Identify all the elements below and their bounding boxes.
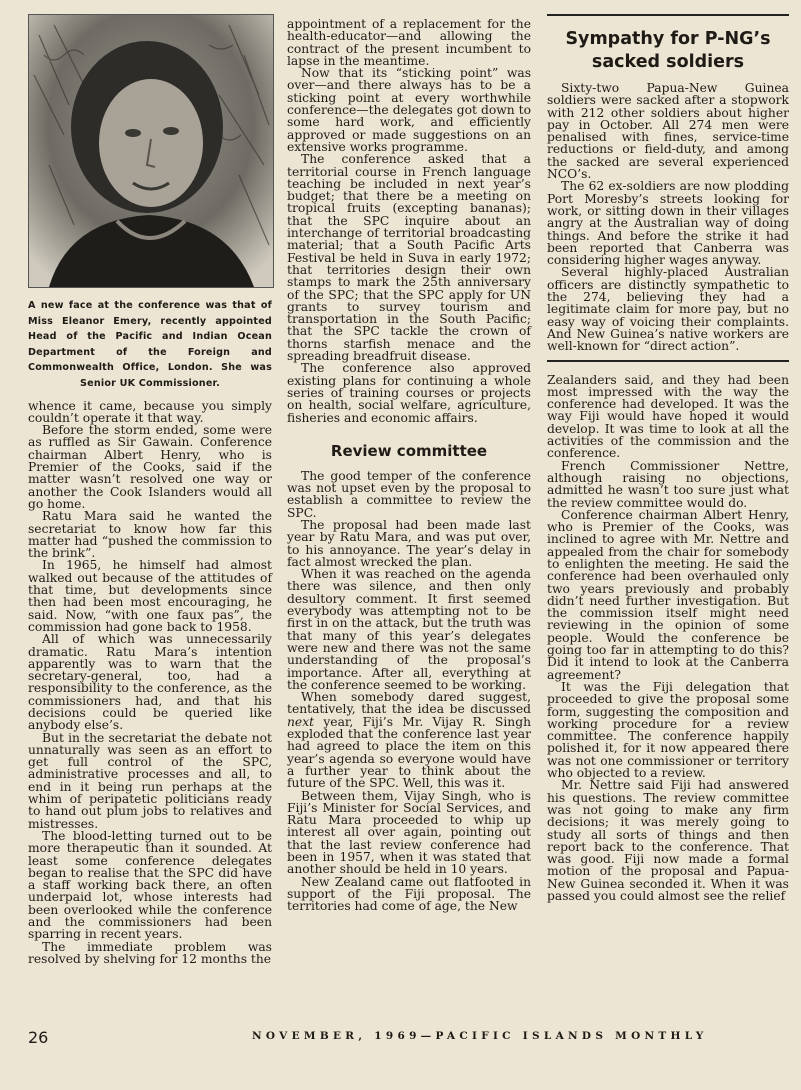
- box-paragraph: Several highly-placed Australian officers are distinctly sympathetic to the 274, believing they had a legitimate claim for more pay, but no easy way of voicing their complaints. And New Guinea’s native workers are well-known for “direct action”.: [547, 265, 789, 354]
- headline-line-1: Sympathy for P-NG’s: [565, 29, 771, 49]
- box-paragraph: The 62 ex-soldiers are now plodding Port Moresby’s streets looking for work, or sitting down in their villages angry at the Australian way of doing things. And before the strike it had been reported that Canberra was considering higher wages anyway.: [547, 179, 789, 268]
- body-paragraph: The conference also approved existing plans for continuing a whole series of training courses or projects on health, social welfare, agriculture, fisheries and economic affairs.: [287, 361, 531, 425]
- body-paragraph: The good temper of the conference was not upset even by the proposal to establish a committee to review the SPC.: [287, 468, 531, 520]
- photo-caption: A new face at the conference was that of Miss Eleanor Emery, recently appointed Head of the Pacific and Indian Ocean Department of the Foreign and Commonwealth Office, London. She was Senior UK Commissioner.: [28, 300, 272, 389]
- body-paragraph: Now that its “sticking point” was over—and there always has to be a sticking point at every worthwhile conference—the delegates got down to some hard work, and efficiently approved or made suggestions on an extensive works programme.: [287, 66, 531, 154]
- page-footer: [0, 1028, 801, 1048]
- body-paragraph: The proposal had been made last year by Ratu Mara, and was put over, to his annoyance. The year’s delay in fact almost wrecked the plan.: [287, 517, 531, 569]
- body-paragraph: The conference asked that a territorial course in French language teaching be included in next year’s budget; that there be a meeting on tropical fruits (excepting bananas); that the SPC inquire about an interchange of territorial broadcasting material; that a South Pacific Arts Festival be held in Suva in early 1972; that territories design their own stamps to mark the 25th anniversary of the SPC; that the SPC apply for UN grants to survey tourism and transportation in the South Pacific; that the SPC tackle the crown of thorns starfish menace and the spreading breadfruit disease.: [287, 152, 531, 364]
- body-paragraph: The blood-letting turned out to be more therapeutic than it sounded. At least some conference delegates began to realise that the SPC did have a staff working back there, an often underpaid lot, whose interests had been overlooked while the conference and the commissioners had been sparring in recent years.: [28, 828, 272, 942]
- masthead-footer: NOVEMBER, 1969—PACIFIC ISLANDS MONTHLY: [252, 1030, 708, 1042]
- body-paragraph: Before the storm ended, some were as ruffled as Sir Gawain. Conference chairman Albert Henry, who is Premier of the Cooks, said if the matter wasn’t resolved one way or another the Cook Islanders would all go home.: [28, 423, 272, 511]
- box-paragraph: Sixty-two Papua-New Guinea soldiers were sacked after a stopwork with 212 other soldiers about higher pay in October. All 274 men were penalised with fines, service-time reductions or field-duty, and among the sacked are several experienced NCO’s.: [547, 81, 789, 182]
- portrait-illustration: [29, 15, 273, 287]
- body-paragraph: In 1965, he himself had almost walked out because of the attitudes of that time, but developments since then had been most encouraging, he said. Now, “with one faux pas”, the commission had gone back to 1958.: [28, 558, 272, 634]
- sidebar-box: [547, 14, 789, 362]
- headline-line-2: sacked soldiers: [591, 52, 745, 72]
- text-run: When somebody dared suggest, tentatively, that the idea be discussed: [287, 690, 531, 717]
- body-paragraph: appointment of a replacement for the health-educator—and allowing the contract of the present incumbent to lapse in the meantime.: [287, 17, 531, 68]
- body-paragraph: Between them, Vijay Singh, who is Fiji’s Minister for Social Services, and Ratu Mara proceeded to whip up interest all over again, pointing out that the last review conference had been in 1957, when it was stated that another should be held in 10 years.: [287, 788, 531, 877]
- body-paragraph: New Zealand came out flatfooted in support of the Fiji proposal. The territories had come of age, the New: [287, 874, 531, 914]
- body-paragraph: [287, 691, 531, 789]
- box-top-rule: [547, 14, 789, 16]
- section-subheading: Review committee: [330, 441, 488, 460]
- body-paragraph: But in the secretariat the debate not unnaturally was seen as an effort to get full control of the SPC, administrative processes and all, to end in it being run perhaps at the whim of peripatetic politicians ready to hand out plum jobs to relatives and mistresses.: [28, 730, 272, 831]
- body-paragraph: All of which was unnecessarily dramatic. Ratu Mara’s intention apparently was to warn that the secretary-general, too, had a responsibility to the conference, as the commissioners had, and that his decisions could be queried like anybody else’s.: [28, 632, 272, 733]
- body-paragraph: Mr. Nettre said Fiji had answered his questions. The review committee was not going to make any firm decisions; it was merely going to study all sorts of things and then report back to the conference. That was good. Fiji now made a formal motion of the proposal and Papua-New Guinea seconded it. When it was passed you could almost see the relief: [547, 778, 789, 903]
- box-headline: [547, 28, 789, 74]
- column-1: [28, 14, 272, 965]
- portrait-photo: [28, 14, 274, 288]
- body-paragraph: Conference chairman Albert Henry, who is Premier of the Cooks, was inclined to agree with Mr. Nettre and appealed from the chair for somebody to enlighten the meeting. He said the conference had been overhauled only two years previously and probably didn’t need further investigation. But the commission itself might need reviewing in the opinion of some people. Would the conference be going too far in attempting to do this? Did it intend to look at the Canberra agreement?: [547, 507, 789, 682]
- column-2: [287, 18, 531, 912]
- page-number: 26: [28, 1028, 49, 1047]
- body-paragraph: It was the Fiji delegation that proceeded to give the proposal some form, suggesting the composition and working procedure for a review committee. The conference happily polished it, for it now appeared there was not one commissioner or territory who objected to a review.: [547, 679, 789, 781]
- body-paragraph: French Commissioner Nettre, although raising no objections, admitted he wasn’t too sure just what the review committee would do.: [547, 458, 789, 510]
- body-paragraph: Ratu Mara said he wanted the secretariat to know how far this matter had “pushed the commission to the brink”.: [28, 509, 272, 561]
- body-paragraph: When it was reached on the agenda there was silence, and then only desultory comment. It first seemed everybody was attempting not to be first in on the attack, but the truth was that many of this year’s delegates were new and there was not the same understanding of the proposal’s importance. After all, everything at the conference seemed to be working.: [287, 567, 531, 692]
- text-run: year, Fiji’s Mr. Vijay R. Singh exploded that the conference last year had agreed to place the item on this year’s agenda so everyone would have a further year to think about the future of the SPC. Well, this was it.: [287, 714, 531, 791]
- body-paragraph: Zealanders said, and they had been most impressed with the way the conference had developed. It was the way Fiji would have hoped it would develop. It was time to look at all the activities of the commission and the conference.: [547, 372, 789, 461]
- column-3: [547, 14, 789, 902]
- body-paragraph: whence it came, because you simply couldn’t operate it that way.: [28, 398, 272, 425]
- body-paragraph: The immediate problem was resolved by shelving for 12 months the: [28, 939, 272, 966]
- italic-text: next: [287, 714, 315, 729]
